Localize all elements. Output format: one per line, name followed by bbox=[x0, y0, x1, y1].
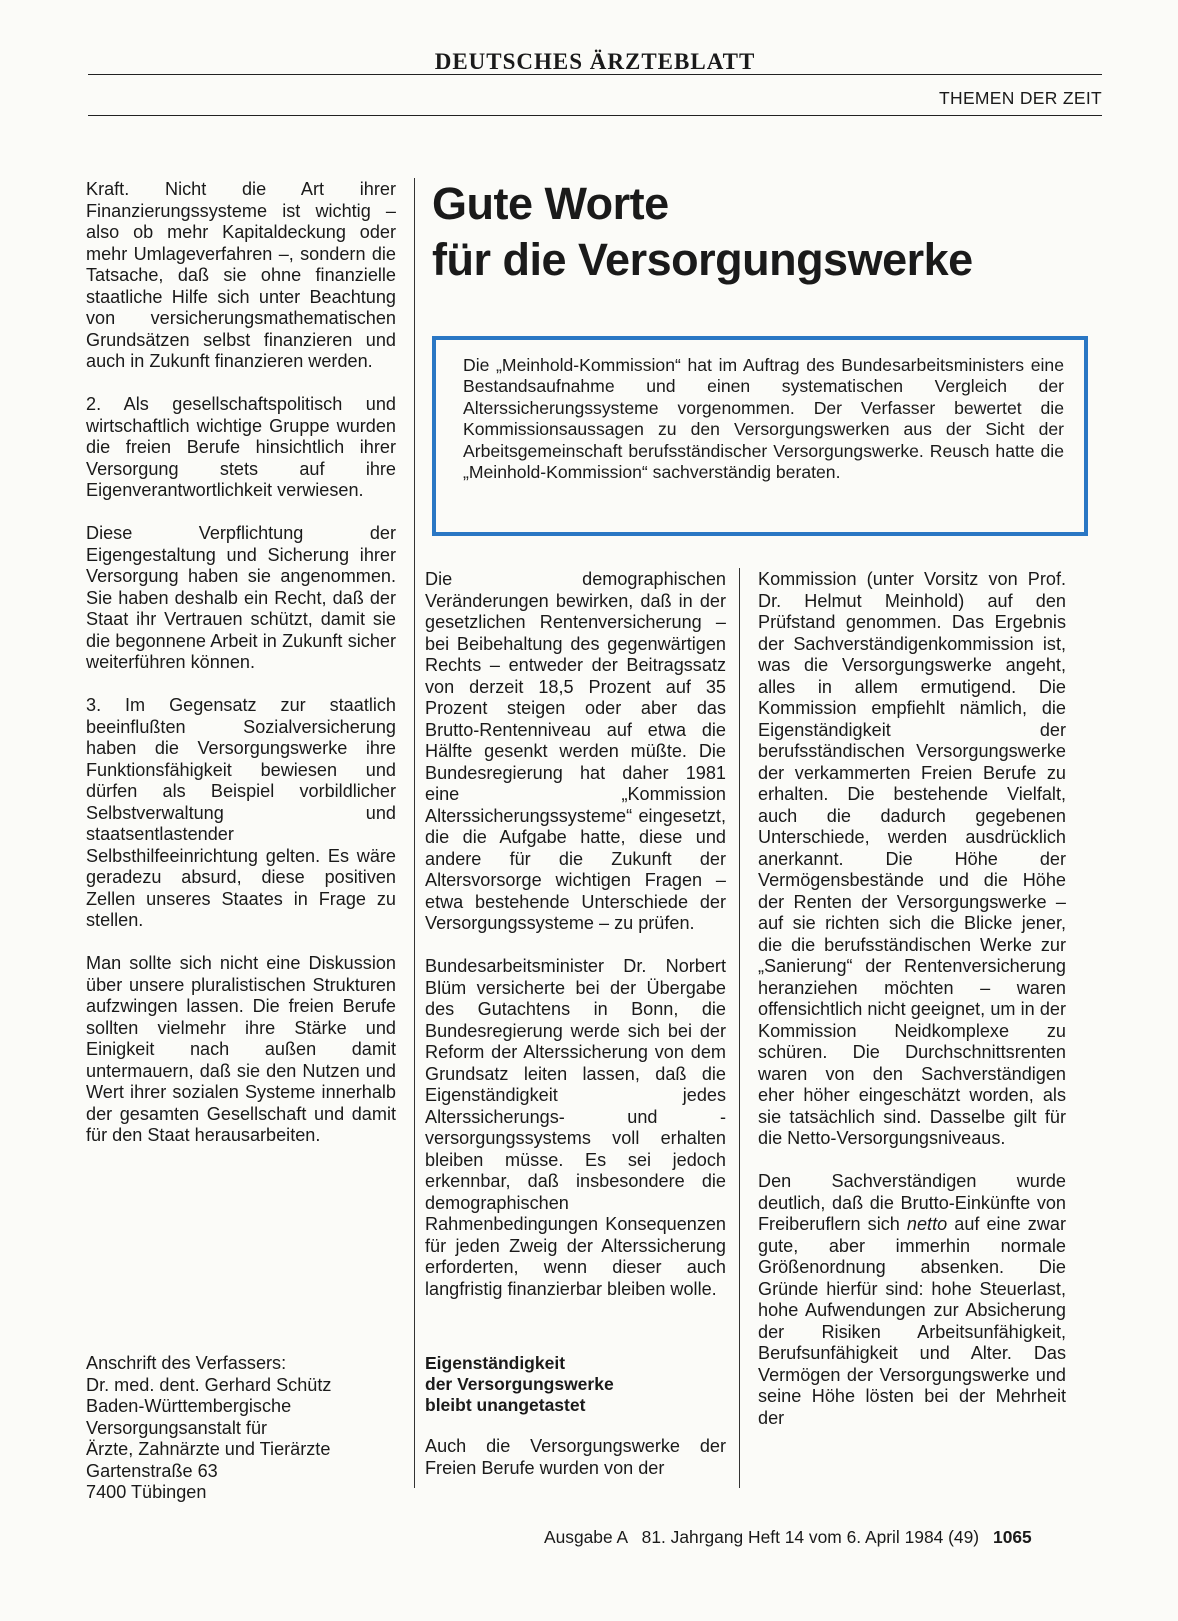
text-run: auf eine zwar gute, aber immerhin normale Größenordnung absenken. Die Gründe hierfür sind: hohe Steuerlast, hohe Aufwendungen zur Absicherung der Risiken Arbeitsunfähigkeit, Berufsunfähigkeit und Alter. Das Vermögen der Versorgungswerke und seine Höhe lösten bei der Mehrheit der bbox=[758, 1214, 1066, 1428]
column-divider-left bbox=[414, 178, 415, 1488]
paragraph: Bundesarbeitsminister Dr. Norbert Blüm versicherte bei der Übergabe des Gutachtens in Bonn, die Bundesregierung werde sich bei der Reform der Alterssicherung von dem Grundsatz leiten lassen, daß die Eigenständigkeit jedes Alterssicherungs- und -versorgungssystems voll erhalten bleiben müsse. Es sei jedoch erkennbar, daß insbesondere die demographischen Rahmenbedingungen Konsequenzen für jeden Zweig der Alterssicherung erforderten, wenn dieser auch langfristig finanzierbar bleiben wolle. bbox=[425, 956, 726, 1299]
paragraph: 3. Im Gegensatz zur staatlich beeinflußten Sozialversicherung haben die Versorgungswerke ihre Funktionsfähigkeit bewiesen und dürfen als Beispiel vorbildlicher Selbstverwaltung und staatsentlastender Selbsthilfeeinrichtung gelten. Es wäre geradezu absurd, diese positiven Zellen unseres Staates in Frage zu stellen. bbox=[86, 695, 396, 930]
right-column bbox=[758, 569, 1066, 1451]
address-line: Ärzte, Zahnärzte und Tierärzte bbox=[86, 1439, 331, 1459]
paragraph bbox=[758, 1171, 1066, 1429]
abstract-text: Die „Meinhold-Kommission“ hat im Auftrag des Bundesarbeitsministers eine Bestandsaufnahme und einen systematischen Vergleich der Alterssicherungssysteme vorgenommen. Der Verfasser bewertet die Kommissionsaussagen zu den Versorgungswerken aus der Sicht der Arbeitsgemeinschaft berufsständischer Versorgungswerke. Reusch hatte die „Meinhold-Kommission“ sachverständig beraten. bbox=[463, 355, 1064, 483]
page-number: 1065 bbox=[993, 1527, 1032, 1547]
footer bbox=[544, 1527, 1032, 1548]
address-label: Anschrift des Verfassers: bbox=[86, 1353, 287, 1373]
title-line-1: Gute Worte bbox=[432, 178, 669, 229]
address-name: Dr. med. dent. Gerhard Schütz bbox=[86, 1374, 332, 1395]
abstract-box bbox=[432, 336, 1088, 536]
paragraph: Man sollte sich nicht eine Diskussion über unsere pluralistischen Strukturen aufzwingen lassen. Die freien Berufe sollten vielmehr ihre Stärke und Einigkeit nach außen damit untermauern, daß sie den Nutzen und Wert ihrer sozialen Systeme innerhalb der gesamten Gesellschaft und damit für den Staat herausarbeiten. bbox=[86, 953, 396, 1145]
paragraph: Auch die Versorgungswerke der Freien Berufe wurden von der bbox=[425, 1436, 726, 1478]
section-label: THEMEN DER ZEIT bbox=[939, 88, 1102, 108]
subheading-line: bleibt unangetastet bbox=[425, 1395, 586, 1415]
subheading-line: der Versorgungswerke bbox=[425, 1374, 614, 1394]
emphasis: netto bbox=[906, 1214, 948, 1234]
masthead-rule bbox=[88, 74, 1102, 75]
subheading-line: Eigenständigkeit bbox=[425, 1353, 566, 1373]
paragraph: 2. Als gesellschaftspolitisch und wirtschaftlich wichtige Gruppe wurden die freien Berufe hinsichtlich ihrer Versorgung stets auf ihre Eigenverantwortlichkeit verwiesen. bbox=[86, 394, 396, 500]
subheading bbox=[425, 1353, 726, 1416]
paragraph: Kommission (unter Vorsitz von Prof. Dr. Helmut Meinhold) auf den Prüfstand genommen. Das Ergebnis der Sachverständigenkommission ist, was die Versorgungswerke angeht, alles in allem ermutigend. Die Kommission empfiehlt nämlich, die Eigenständigkeit der berufsständischen Versorgungswerke der verkammerten Freien Berufe zu erhalten. Die bestehende Vielfalt, auch die dadurch gegebenen Unterschiede, werden ausdrücklich anerkannt. Die Höhe der Vermögensbestände und die Höhe der Renten der Versorgungswerke – auf sie richten sich die Blicke jener, die die berufsständischen Werke zur „Sanierung“ der Rentenversicherung heranziehen möchten – waren offensichtlich nicht geeignet, um in der Kommission Neidkomplexe zu schüren. Die Durchschnittsrenten waren von den Sachverständigen eher höher eingeschätzt worden, als sie tatsächlich sind. Dasselbe gilt für die Netto-Versorgungsniveaus. bbox=[758, 569, 1066, 1148]
article-title bbox=[432, 176, 973, 288]
author-address bbox=[86, 1353, 331, 1504]
paragraph: Die demographischen Veränderungen bewirken, daß in der gesetzlichen Rentenversicherung – bei Beibehaltung des gegenwärtigen Rechts – entweder der Beitragssatz von derzeit 18,5 Prozent auf 35 Prozent steigen oder aber das Brutto-Rentenniveau auf etwa die Hälfte gesenkt werden müßte. Die Bundesregierung hat daher 1981 eine „Kommission Alterssicherungssysteme“ eingesetzt, die die Aufgabe hatte, diese und andere für die Zukunft der Altersvorsorge wichtigen Fragen – etwa bestehende Unterschiede der Versorgungssysteme – zu prüfen. bbox=[425, 569, 726, 933]
paragraph: Diese Verpflichtung der Eigengestaltung und Sicherung ihrer Versorgung haben sie angenommen. Sie haben deshalb ein Recht, daß der Staat ihr Vertrauen schützt, damit sie die begonnene Arbeit in Zukunft sicher weiterführen können. bbox=[86, 523, 396, 672]
address-line: Versorgungsanstalt für bbox=[86, 1417, 268, 1438]
left-column bbox=[86, 179, 396, 1168]
middle-column bbox=[425, 569, 726, 1501]
address-street: Gartenstraße 63 bbox=[86, 1460, 218, 1481]
masthead: DEUTSCHES ÄRZTEBLATT bbox=[434, 49, 756, 74]
title-line-2: für die Versorgungswerke bbox=[432, 234, 973, 285]
address-line: Baden-Württembergische bbox=[86, 1396, 292, 1416]
column-divider-right bbox=[739, 568, 740, 1488]
address-city: 7400 Tübingen bbox=[86, 1482, 207, 1502]
paragraph: Kraft. Nicht die Art ihrer Finanzierungssysteme ist wichtig – also ob mehr Kapitaldeckung oder mehr Umlageverfahren –, sondern die Tatsache, daß sie ohne finanzielle staatliche Hilfe sich unter Beachtung von versicherungsmathematischen Grundsätzen selbst finanzieren und auch in Zukunft finanzieren werden. bbox=[86, 179, 396, 371]
issue-info: Ausgabe A 81. Jahrgang Heft 14 vom 6. April 1984 (49) bbox=[544, 1527, 980, 1547]
header-rule bbox=[88, 115, 1102, 116]
text-run: Den Sachverständigen wurde deutlich, daß die Brutto-Einkünfte von Freiberuflern sich bbox=[758, 1171, 1066, 1234]
